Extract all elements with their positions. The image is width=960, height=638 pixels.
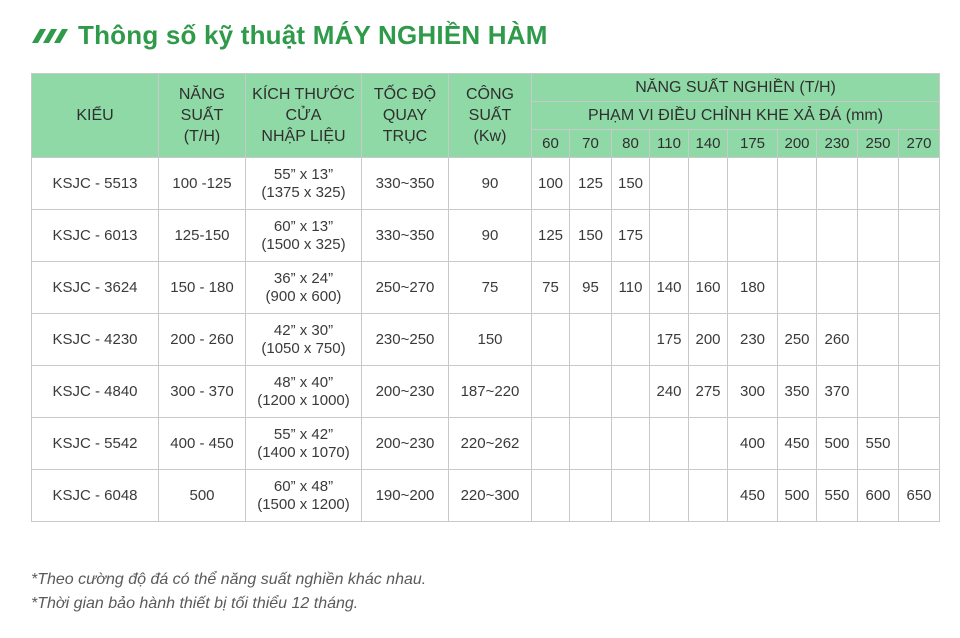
- capacity-value-cell: [612, 470, 650, 522]
- capacity-value-cell: [778, 158, 817, 210]
- capacity-value-cell: 110: [612, 262, 650, 314]
- capacity-value-cell: 275: [689, 366, 728, 418]
- power-cell: 75: [449, 262, 532, 314]
- capacity-value-cell: 200: [689, 314, 728, 366]
- capacity-value-cell: 370: [817, 366, 858, 418]
- capacity-value-cell: 125: [532, 210, 570, 262]
- footnote-strength: *Theo cường độ đá có thể năng suất nghiền khác nhau.: [31, 571, 427, 588]
- table-row: [32, 418, 940, 470]
- header-model: KIỂU: [32, 74, 159, 158]
- spec-table: [31, 73, 940, 522]
- feed-size-cell: [246, 418, 362, 470]
- capacity-value-cell: 650: [899, 470, 940, 522]
- capacity-value-cell: 240: [650, 366, 689, 418]
- capacity-value-cell: [650, 470, 689, 522]
- footnotes: [31, 568, 426, 616]
- feed-size-cell: [246, 470, 362, 522]
- capacity-value-cell: 550: [817, 470, 858, 522]
- range-header-cell: 200: [778, 130, 817, 158]
- capacity-value-cell: [570, 366, 612, 418]
- capacity-value-cell: 175: [612, 210, 650, 262]
- range-header-cell: 80: [612, 130, 650, 158]
- feed-size-inches: 55” x 42”: [273, 425, 334, 443]
- capacity-value-cell: [899, 262, 940, 314]
- capacity-value-cell: [858, 366, 899, 418]
- feed-size-inches: 60” x 48”: [273, 477, 334, 495]
- range-header-cell: 270: [899, 130, 940, 158]
- feed-size-mm: (1375 x 325): [261, 183, 346, 201]
- feed-size-inches: 48” x 40”: [273, 373, 334, 391]
- feed-size-mm: (900 x 600): [265, 287, 342, 305]
- model-cell: KSJC - 5542: [32, 418, 159, 470]
- feed-size-cell: [246, 210, 362, 262]
- capacity-value-cell: 125: [570, 158, 612, 210]
- capacity-value-cell: [858, 314, 899, 366]
- capacity-value-cell: 250: [778, 314, 817, 366]
- capacity-value-cell: 150: [570, 210, 612, 262]
- model-cell: KSJC - 4840: [32, 366, 159, 418]
- table-row: [32, 262, 940, 314]
- speed-cell: 200~230: [362, 418, 449, 470]
- capacity-value-cell: [728, 210, 778, 262]
- feed-size-mm: (1200 x 1000): [257, 391, 350, 409]
- feed-size-inches: 42” x 30”: [273, 321, 334, 339]
- header-shaft-speed: TỐC ĐỘ QUAY TRỤC: [362, 74, 449, 158]
- capacity-value-cell: [899, 366, 940, 418]
- feed-size-mm: (1400 x 1070): [257, 443, 350, 461]
- capacity-value-cell: [570, 314, 612, 366]
- speed-cell: 330~350: [362, 210, 449, 262]
- capacity-value-cell: 140: [650, 262, 689, 314]
- capacity-value-cell: 175: [650, 314, 689, 366]
- capacity-cell: 300 - 370: [159, 366, 246, 418]
- capacity-value-cell: [532, 366, 570, 418]
- capacity-value-cell: [858, 158, 899, 210]
- capacity-value-cell: [532, 418, 570, 470]
- capacity-value-cell: [570, 418, 612, 470]
- capacity-value-cell: [612, 314, 650, 366]
- power-cell: 220~300: [449, 470, 532, 522]
- capacity-value-cell: [899, 418, 940, 470]
- capacity-value-cell: [817, 158, 858, 210]
- feed-size-cell: [246, 314, 362, 366]
- header-power: CÔNG SUẤT (Kw): [449, 74, 532, 158]
- capacity-cell: 125-150: [159, 210, 246, 262]
- range-header-cell: 250: [858, 130, 899, 158]
- capacity-value-cell: 450: [728, 470, 778, 522]
- capacity-value-cell: [728, 158, 778, 210]
- feed-size-mm: (1050 x 750): [261, 339, 346, 357]
- capacity-value-cell: [532, 314, 570, 366]
- table-row: [32, 366, 940, 418]
- capacity-value-cell: [650, 210, 689, 262]
- feed-size-inches: 55” x 13”: [273, 165, 334, 183]
- capacity-value-cell: [817, 210, 858, 262]
- range-header-cell: 175: [728, 130, 778, 158]
- feed-size-inches: 36” x 24”: [273, 269, 334, 287]
- capacity-value-cell: [689, 418, 728, 470]
- table-row: [32, 470, 940, 522]
- capacity-value-cell: 260: [817, 314, 858, 366]
- capacity-cell: 200 - 260: [159, 314, 246, 366]
- feed-size-cell: [246, 366, 362, 418]
- capacity-value-cell: [899, 314, 940, 366]
- capacity-value-cell: 160: [689, 262, 728, 314]
- model-cell: KSJC - 5513: [32, 158, 159, 210]
- capacity-value-cell: [689, 210, 728, 262]
- capacity-value-cell: [650, 418, 689, 470]
- page-title: Thông số kỹ thuật MÁY NGHIỀN HÀM: [78, 19, 548, 50]
- capacity-value-cell: [650, 158, 689, 210]
- feed-size-mm: (1500 x 1200): [257, 495, 350, 513]
- feed-size-mm: (1500 x 325): [261, 235, 346, 253]
- capacity-value-cell: [899, 158, 940, 210]
- header-crushing-capacity: NĂNG SUẤT NGHIỀN (T/H): [532, 74, 940, 102]
- capacity-value-cell: [532, 470, 570, 522]
- capacity-value-cell: [858, 262, 899, 314]
- model-cell: KSJC - 3624: [32, 262, 159, 314]
- capacity-value-cell: 180: [728, 262, 778, 314]
- table-row: [32, 210, 940, 262]
- model-cell: KSJC - 6048: [32, 470, 159, 522]
- capacity-value-cell: [570, 470, 612, 522]
- capacity-value-cell: 450: [778, 418, 817, 470]
- capacity-value-cell: 400: [728, 418, 778, 470]
- model-cell: KSJC - 4230: [32, 314, 159, 366]
- header-capacity: NĂNG SUẤT (T/H): [159, 74, 246, 158]
- power-cell: 90: [449, 158, 532, 210]
- capacity-value-cell: 100: [532, 158, 570, 210]
- power-cell: 90: [449, 210, 532, 262]
- capacity-value-cell: 230: [728, 314, 778, 366]
- capacity-value-cell: 75: [532, 262, 570, 314]
- capacity-value-cell: [778, 262, 817, 314]
- capacity-value-cell: [858, 210, 899, 262]
- speed-cell: 190~200: [362, 470, 449, 522]
- green-stripes-logo-icon: [30, 25, 70, 45]
- range-header-cell: 230: [817, 130, 858, 158]
- capacity-value-cell: [689, 470, 728, 522]
- capacity-cell: 400 - 450: [159, 418, 246, 470]
- title-row: [30, 16, 548, 54]
- capacity-cell: 150 - 180: [159, 262, 246, 314]
- range-header-cell: 60: [532, 130, 570, 158]
- power-cell: 150: [449, 314, 532, 366]
- table-row: [32, 158, 940, 210]
- table-row: [32, 314, 940, 366]
- range-header-cell: 140: [689, 130, 728, 158]
- capacity-value-cell: 600: [858, 470, 899, 522]
- model-cell: KSJC - 6013: [32, 210, 159, 262]
- feed-size-cell: [246, 158, 362, 210]
- capacity-cell: 500: [159, 470, 246, 522]
- capacity-value-cell: [689, 158, 728, 210]
- power-cell: 187~220: [449, 366, 532, 418]
- capacity-value-cell: [612, 366, 650, 418]
- speed-cell: 230~250: [362, 314, 449, 366]
- capacity-value-cell: 95: [570, 262, 612, 314]
- feed-size-inches: 60” x 13”: [273, 217, 334, 235]
- capacity-value-cell: [778, 210, 817, 262]
- capacity-value-cell: [817, 262, 858, 314]
- capacity-value-cell: 350: [778, 366, 817, 418]
- header-discharge-range: PHẠM VI ĐIỀU CHỈNH KHE XẢ ĐÁ (mm): [532, 102, 940, 130]
- speed-cell: 200~230: [362, 366, 449, 418]
- capacity-value-cell: 150: [612, 158, 650, 210]
- range-header-cell: 110: [650, 130, 689, 158]
- capacity-value-cell: [612, 418, 650, 470]
- capacity-value-cell: 500: [778, 470, 817, 522]
- capacity-value-cell: 300: [728, 366, 778, 418]
- speed-cell: 250~270: [362, 262, 449, 314]
- capacity-cell: 100 -125: [159, 158, 246, 210]
- header-feed-size: KÍCH THƯỚC CỬA NHẬP LIỆU: [246, 74, 362, 158]
- power-cell: 220~262: [449, 418, 532, 470]
- capacity-value-cell: 500: [817, 418, 858, 470]
- capacity-value-cell: [899, 210, 940, 262]
- capacity-value-cell: 550: [858, 418, 899, 470]
- footnote-warranty: *Thời gian bảo hành thiết bị tối thiểu 12 tháng.: [31, 595, 359, 612]
- feed-size-cell: [246, 262, 362, 314]
- range-header-cell: 70: [570, 130, 612, 158]
- speed-cell: 330~350: [362, 158, 449, 210]
